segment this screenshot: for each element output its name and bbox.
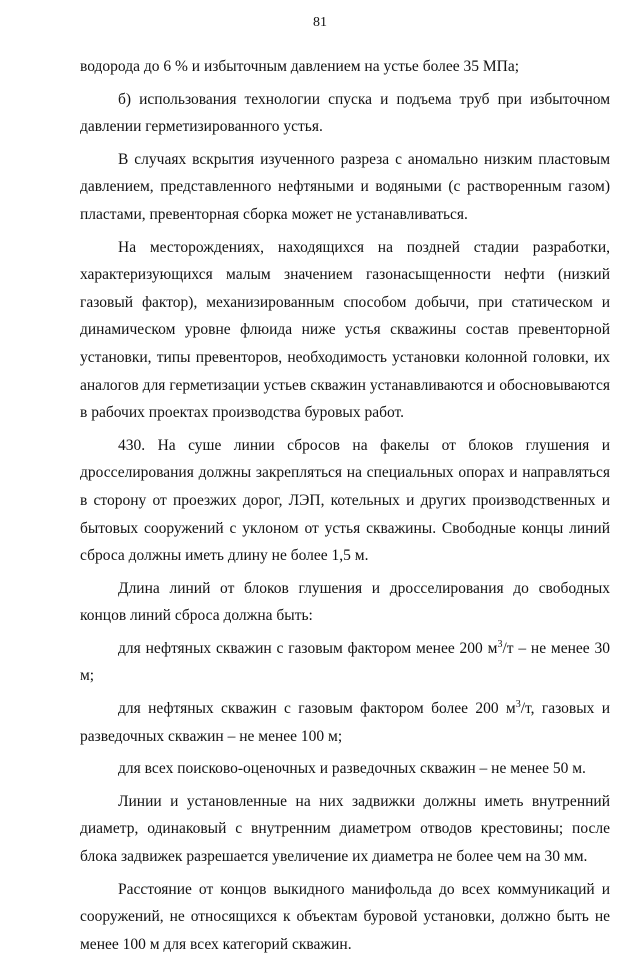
list-item-text-before: для нефтяных скважин с газовым фактором менее 200 м: [118, 639, 498, 657]
document-body: [80, 53, 610, 963]
list-item-oil-wells-high-gas: [80, 695, 610, 750]
paragraph-clause-430: 430. На суше линии сбросов на факелы от блоков глушения и дросселирования должны закрепляться на специальных опорах и направляться в сторону от проезжих дорог, ЛЭП, котельных и других производственных и бытовых сооружений с уклоном от устья скважины. Свободные концы линий сброса должны иметь длину не более 1,5 м.: [80, 436, 610, 565]
paragraph-manifold-distance: Расстояние от концов выкидного манифольда до всех коммуникаций и сооружений, не относящихся к объектам буровой установки, должно быть не менее 100 м для всех категорий скважин.: [80, 880, 610, 953]
list-item-oil-wells-low-gas: [80, 635, 610, 690]
list-item-exploration-wells: для всех поисково-оценочных и разведочных скважин – не менее 50 м.: [118, 760, 586, 778]
paragraph-late-stage-fields: На месторождениях, находящихся на поздней стадии разработки, характеризующихся малым значением газонасыщенности нефти (низкий газовый фактор), механизированным способом добычи, при статическом и динамическом уровне флюида ниже устья скважины состав превенторной установки, типы превенторов, необходимость установки колонной головки, их аналогов для герметизации устьев скважин устанавливаются и обосновываются в рабочих проектах производства буровых работ.: [80, 238, 610, 422]
paragraph-valves-diameter: Линии и установленные на них задвижки должны иметь внутренний диаметр, одинаковый с внутренним диаметром отводов крестовины; после блока задвижек разрешается увеличение их диаметра не более чем на 30 мм.: [80, 792, 610, 866]
list-item-text-before: для нефтяных скважин с газовым фактором более 200 м: [118, 700, 516, 718]
paragraph-item-b: б) использования технологии спуска и подъема труб при избыточном давлении герметизированного устья.: [80, 90, 610, 136]
paragraph-line-length-intro: Длина линий от блоков глушения и дросселирования до свободных концов линий сброса должна быть:: [80, 579, 610, 625]
list-item-text-after: /т – не менее 30 м;: [80, 639, 611, 685]
page-number: 81: [313, 15, 327, 30]
superscript-3: 3: [515, 698, 521, 710]
list-item-text-after: /т, газовых и разведочных скважин – не менее 100 м;: [80, 700, 610, 745]
paragraph-continuation: водорода до 6 % и избыточным давлением на устье более 35 МПа;: [80, 58, 520, 75]
paragraph-low-pressure: В случаях вскрытия изученного разреза с аномально низким пластовым давлением, представленного нефтяными и водяными (с растворенным газом) пластами, превенторная сборка может не устанавливаться.: [80, 150, 610, 223]
superscript-3: 3: [497, 638, 503, 650]
